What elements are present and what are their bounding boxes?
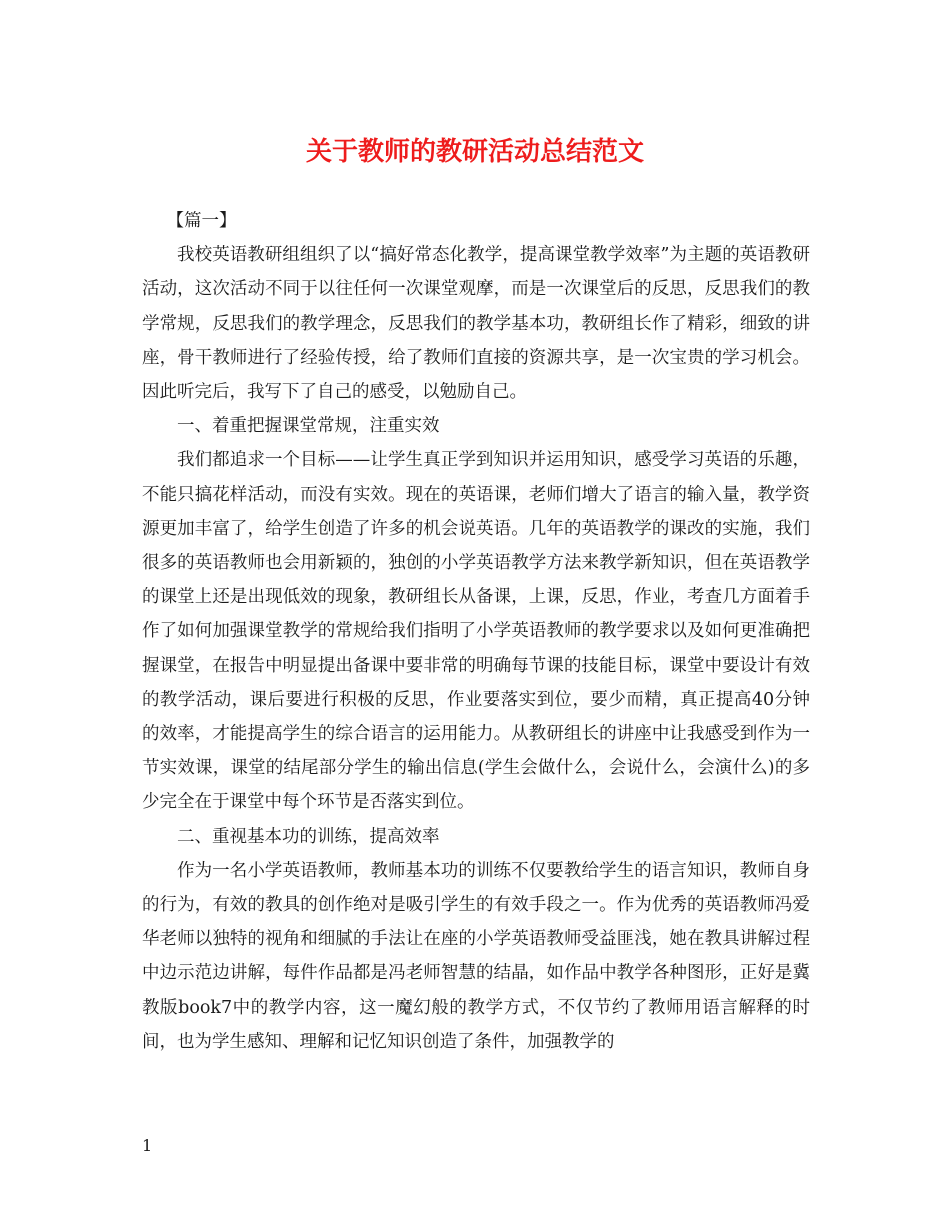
paragraph-section-1: 我们都追求一个目标——让学生真正学到知识并运用知识，感受学习英语的乐趣，不能只搞花样活动，而没有实效。现在的英语课，老师们增大了语言的输入量，教学资源更加丰富了，给学生创造了许多的机会说英语。几年的英语教学的课改的实施，我们很多的英语教师也会用新颖的，独创的小学英语教学方法来教学新知识，但在英语教学的课堂上还是出现低效的现象，教研组长从备课，上课，反思，作业，考查几方面着手作了如何加强课堂教学的常规给我们指明了小学英语教师的教学要求以及如何更准确把握课堂，在报告中明显提出备课中要非常的明确每节课的技能目标，课堂中要设计有效的教学活动，课后要进行积极的反思，作业要落实到位，要少而精，真正提高40分钟的效率，才能提高学生的综合语言的运用能力。从教研组长的讲座中让我感受到作为一节实效课，课堂的结尾部分学生的输出信息(学生会做什么，会说什么，会演什么)的多少完全在于课堂中每个环节是否落实到位。 [142, 450, 810, 813]
section-heading-1: 一、着重把握课堂常规，注重实效 [177, 416, 440, 437]
section-heading-2: 二、重视基本功的训练，提高效率 [177, 826, 440, 847]
paragraph-section-2: 作为一名小学英语教师，教师基本功的训练不仅要教给学生的语言知识，教师自身的行为，有效的教具的创作绝对是吸引学生的有效手段之一。作为优秀的英语教师冯爱华老师以独特的视角和细腻的手法让在座的小学英语教师受益匪浅，她在教具讲解过程中边示范边讲解，每件作品都是冯老师智慧的结晶，如作品中教学各种图形，正好是冀教版book7中的教学内容，这一魔幻般的教学方式，不仅节约了教师用语言解释的时间，也为学生感知、理解和记忆知识创造了条件，加强教学的 [142, 860, 810, 1052]
section-tag: 【篇一】 [166, 211, 237, 231]
page-number: 1 [142, 1136, 153, 1155]
document-title: 关于教师的教研活动总结范文 [305, 137, 644, 167]
paragraph-intro: 我校英语教研组组织了以“搞好常态化教学，提高课堂教学效率”为主题的英语教研活动，这次活动不同于以往任何一次课堂观摩，而是一次课堂后的反思，反思我们的教学常规，反思我们的教学理念，反思我们的教学基本功，教研组长作了精彩，细致的讲座，骨干教师进行了经验传授，给了教师们直接的资源共享，是一次宝贵的学习机会。因此听完后，我写下了自己的感受，以勉励自己。 [142, 245, 810, 403]
document-body [142, 204, 810, 1059]
